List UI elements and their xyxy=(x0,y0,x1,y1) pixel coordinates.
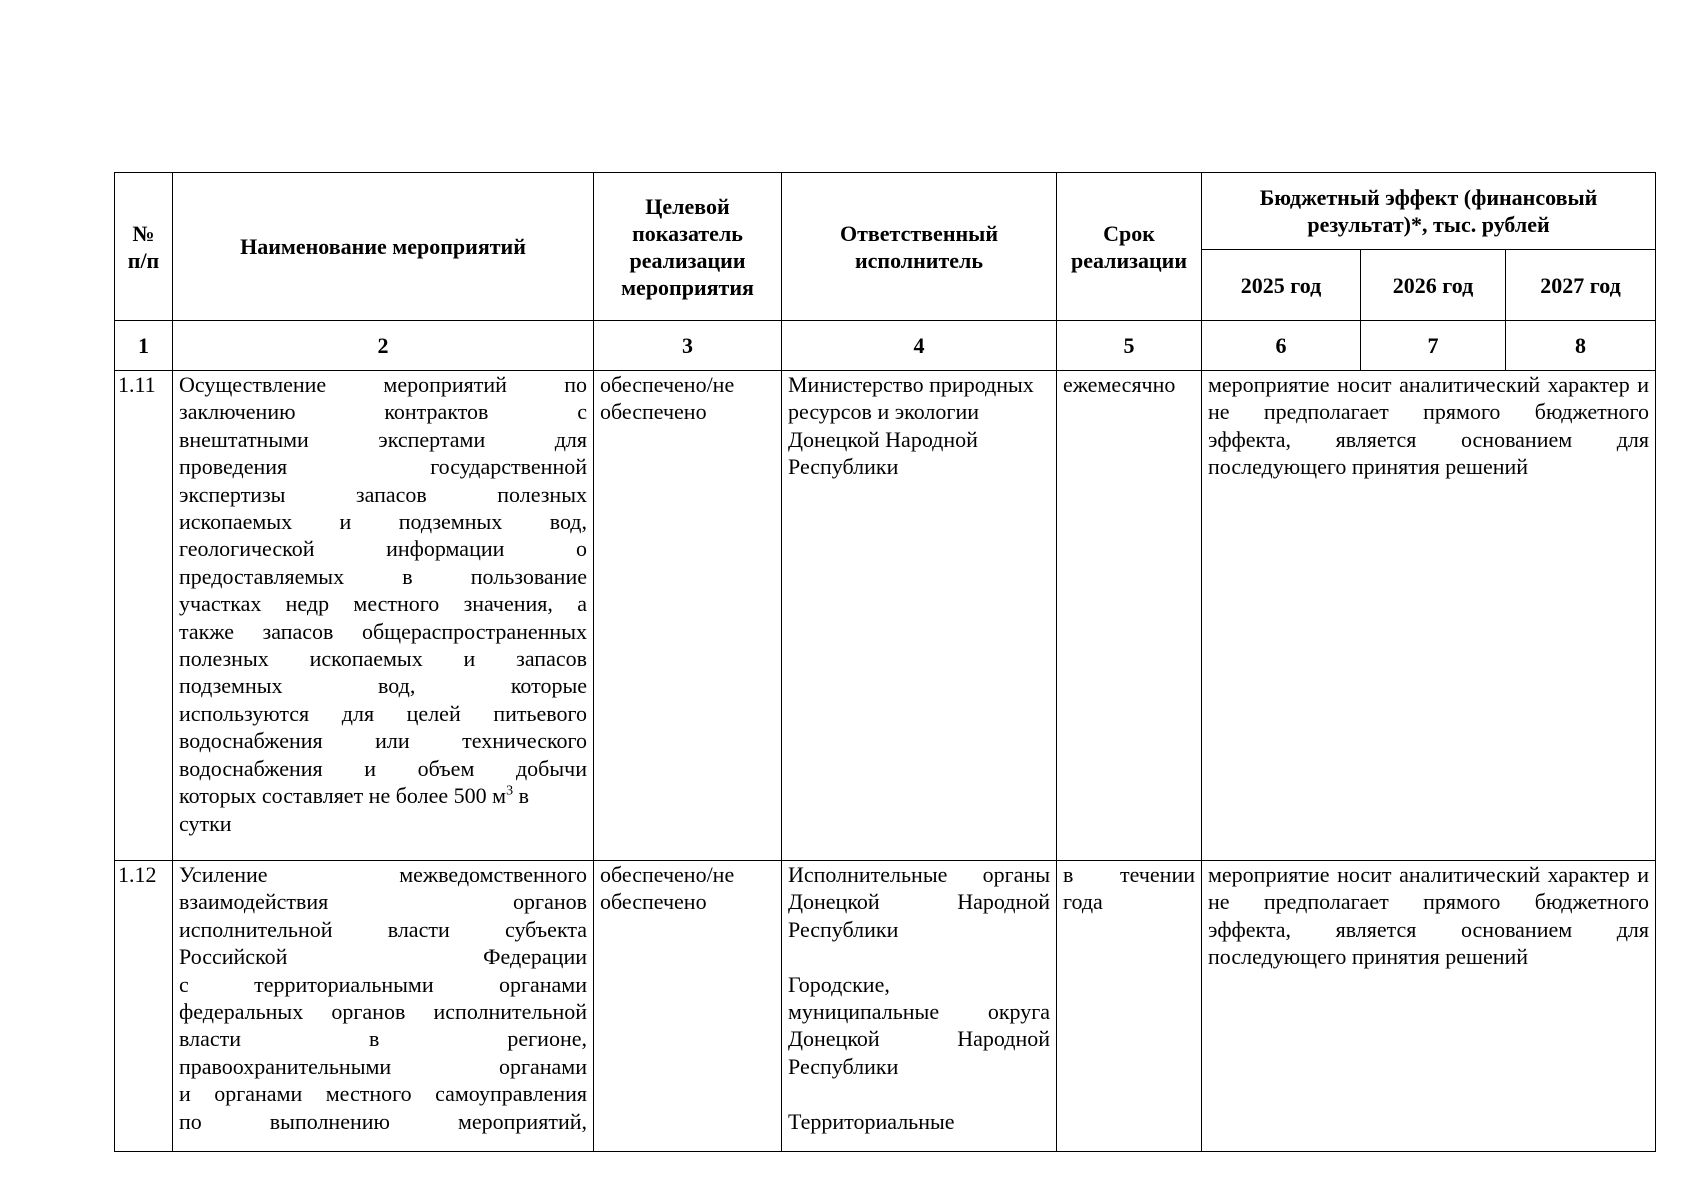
column-number: 6 xyxy=(1202,321,1361,371)
measure-name: Осуществление мероприятий по заключению контрактов с внештатными экспертами для проведения государственной экспертизы запасов полезных ископаемых и подземных вод, геологической информации о предоставляемых в пользование участках недр местного значения, а также запасов общераспространенных полезных ископаемых и запасов подземных вод, которые используются для целей питьевого водоснабжения или технического водоснабжения и объем добычи которых составляет не более 500 $м^3$ в сутки xyxy=(173,371,594,861)
header-target: Целевой показатель реализации мероприятия xyxy=(594,173,782,321)
measures-table xyxy=(114,172,1656,1152)
column-number-row xyxy=(115,321,1656,371)
header-budget-group: Бюджетный эффект (финансовый результат)*, тыс. рублей xyxy=(1202,173,1656,250)
header-responsible: Ответственный исполнитель xyxy=(782,173,1057,321)
responsible-executor: Министерство природных ресурсов и экологии Донецкой Народной Республики xyxy=(782,371,1057,861)
responsible-executor: Исполнительные органы Донецкой Народной Республики Городские, муниципальные округа Донецкой Народной Республики Территориальные xyxy=(782,861,1057,1152)
target-indicator: обеспечено/не обеспечено xyxy=(594,371,782,861)
column-number: 1 xyxy=(115,321,173,371)
column-number: 8 xyxy=(1506,321,1656,371)
budget-effect: мероприятие носит аналитический характер и не предполагает прямого бюджетного эффекта, является основанием для последующего принятия решений xyxy=(1202,371,1656,861)
header-num: № п/п xyxy=(115,173,173,321)
column-number: 2 xyxy=(173,321,594,371)
row-number: 1.11 xyxy=(115,371,173,861)
row-number: 1.12 xyxy=(115,861,173,1152)
measure-name: Усиление межведомственного взаимодействия органов исполнительной власти субъекта Российской Федерации с территориальными органами федеральных органов исполнительной власти в регионе, правоохранительными органами и органами местного самоуправления по выполнению мероприятий, xyxy=(173,861,594,1152)
table-row xyxy=(115,861,1656,1152)
column-number: 4 xyxy=(782,321,1057,371)
implementation-term: в течении года xyxy=(1057,861,1202,1152)
column-number: 7 xyxy=(1361,321,1506,371)
table-row xyxy=(115,371,1656,861)
header-year-2025: 2025 год xyxy=(1202,250,1361,321)
column-number: 5 xyxy=(1057,321,1202,371)
header-year-2027: 2027 год xyxy=(1506,250,1656,321)
header-name: Наименование мероприятий xyxy=(173,173,594,321)
column-number: 3 xyxy=(594,321,782,371)
target-indicator: обеспечено/не обеспечено xyxy=(594,861,782,1152)
header-term: Срок реализации xyxy=(1057,173,1202,321)
header-year-2026: 2026 год xyxy=(1361,250,1506,321)
budget-effect: мероприятие носит аналитический характер и не предполагает прямого бюджетного эффекта, является основанием для последующего принятия решений xyxy=(1202,861,1656,1152)
header-row-1 xyxy=(115,173,1656,250)
implementation-term: ежемесячно xyxy=(1057,371,1202,861)
